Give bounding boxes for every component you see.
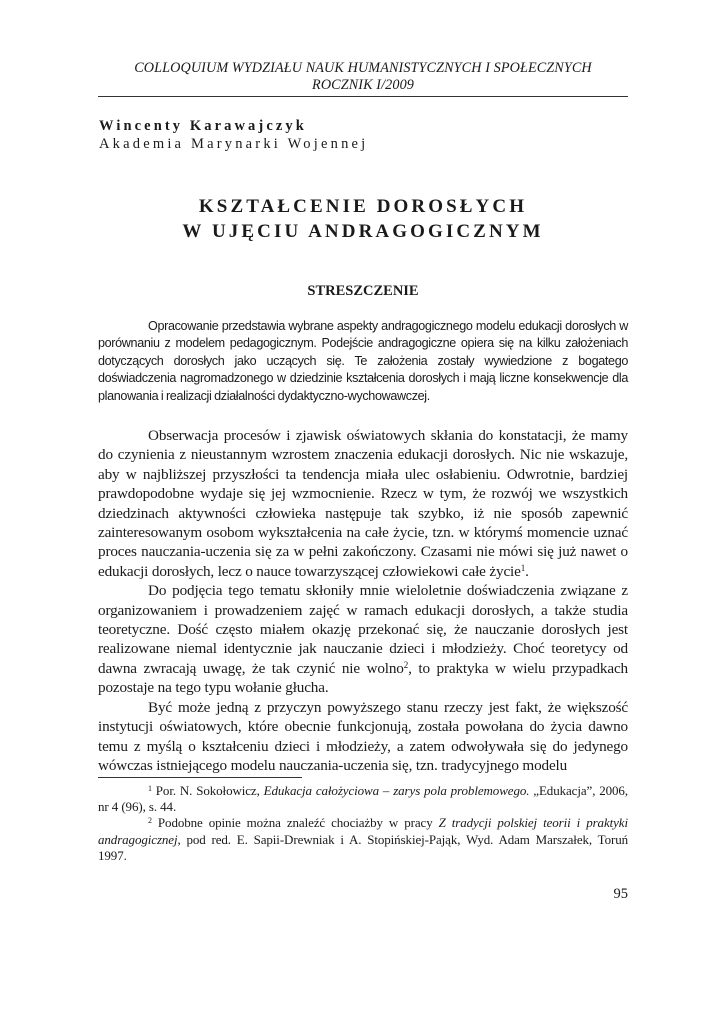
title-line-1: KSZTAŁCENIE DOROSŁYCH	[198, 196, 528, 217]
footnote-divider	[98, 777, 302, 778]
paragraph-text-end: .	[525, 562, 529, 580]
page-number: 95	[613, 886, 628, 902]
footnote-reference[interactable]: 2	[403, 659, 409, 670]
footnote-cited-title: Z tradycji polskiej teorii i praktyki andragogicznej	[98, 815, 628, 847]
body-paragraph	[98, 698, 628, 776]
header-divider	[98, 96, 628, 97]
author-affiliation: Akademia Marynarki Wojennej	[99, 136, 369, 152]
footnote-reference[interactable]: 1	[520, 562, 526, 573]
title-line-2: W UJĘCIU ANDRAGOGICZNYM	[182, 221, 544, 242]
article-title	[98, 194, 628, 244]
footnote-cited-title: Edukacja całożyciowa – zarys pola problemowego.	[263, 783, 530, 798]
footnotes	[98, 783, 628, 864]
paragraph-text: Obserwacja procesów i zjawisk oświatowych skłania do konstatacji, że mamy do czynienia z nieustannym wzrostem znaczenia edukacji dorosłych. Nic nie wskazuje, aby w najbliższej przyszłości ta tendencja miała ulec osłabieniu. Odwrotnie, bardziej prawdopodobne wydaje się jej wzmocnienie. Rzecz w tym, że rozwój we wszystkich dziedzinach aktywności człowieka następuje tak szybko, iż nie sposób zapewnić zainteresowanym osobom wykształcenia na całe życie, tzn. w którymś momencie uznać proces nauczania-uczenia się za w pełni zakończony. Czasami nie mówi się już nawet o edukacji dorosłych, lecz o nauce towarzyszącej człowiekowi całe życie	[98, 427, 628, 580]
footnote-number: 2	[148, 816, 152, 826]
author-block	[99, 117, 368, 153]
body-paragraph	[98, 581, 628, 697]
abstract-heading: STRESZCZENIE	[307, 283, 419, 299]
footnote-text: , pod red. E. Sapii-Drewniak i A. Stopińskiej-Pająk, Wyd. Adam Marszałek, Toruń 1997.	[98, 831, 628, 863]
journal-volume: ROCZNIK I/2009	[312, 77, 414, 93]
paragraph-text: Być może jedną z przyczyn powyższego stanu rzeczy jest fakt, że większość instytucji oświatowych, które obecnie funkcjonują, została powołana do życia dawno temu z myślą o kształceniu dzieci i młodzieży, a zatem odwoływała się do jedynego wówczas istniejącego modelu nauczania-uczenia się, tzn. tradycyjnego modelu	[98, 698, 628, 774]
article-body	[98, 426, 628, 775]
body-paragraph	[98, 426, 628, 581]
footnote-text: „Edukacja”, 2006, nr 4 (96), s. 44.	[98, 783, 628, 815]
footnote-text: Podobne opinie można znaleźć chociażby w pracy	[151, 815, 439, 831]
footnote-item	[98, 815, 628, 864]
running-header	[98, 60, 628, 94]
footnote-number: 1	[148, 784, 152, 793]
abstract	[98, 318, 628, 405]
abstract-text: Opracowanie przedstawia wybrane aspekty andragogicznego modelu edukacji dorosłych w porównaniu z modelem pedagogicznym. Podejście andragogiczne opiera się na kilku założeniach dotyczących dorosłych jako uczących się. Te założenia zostały wywiedzione z bogatego doświadczenia nagromadzonego w dziedzinie kształcenia dorosłych i mają liczne konsekwencje dla planowania i realizacji działalności dydaktyczno-wychowawczej.	[98, 319, 628, 403]
footnote-text: Por. N. Sokołowicz,	[151, 783, 264, 798]
journal-name: COLLOQUIUM WYDZIAŁU NAUK HUMANISTYCZNYCH I SPOŁECZNYCH	[134, 60, 592, 76]
paragraph-text-end: , to praktyka w wielu przypadkach pozostaje na tego typu wołanie głucha.	[98, 659, 628, 697]
author-name: Wincenty Karawajczyk	[99, 118, 307, 134]
footnote-item	[98, 783, 628, 815]
paragraph-text: Do podjęcia tego tematu skłoniły mnie wieloletnie doświadczenia związane z organizowaniem i prowadzeniem zajęć w ramach edukacji dorosłych, a także studia teoretyczne. Dość często miałem okazję przekonać się, że nauczanie dorosłych jest realizowane niemal identycznie jak nauczanie dzieci i młodzieży. Choć teoretycy od dawna zwracają uwagę, że tak czynić nie wolno	[98, 582, 628, 677]
